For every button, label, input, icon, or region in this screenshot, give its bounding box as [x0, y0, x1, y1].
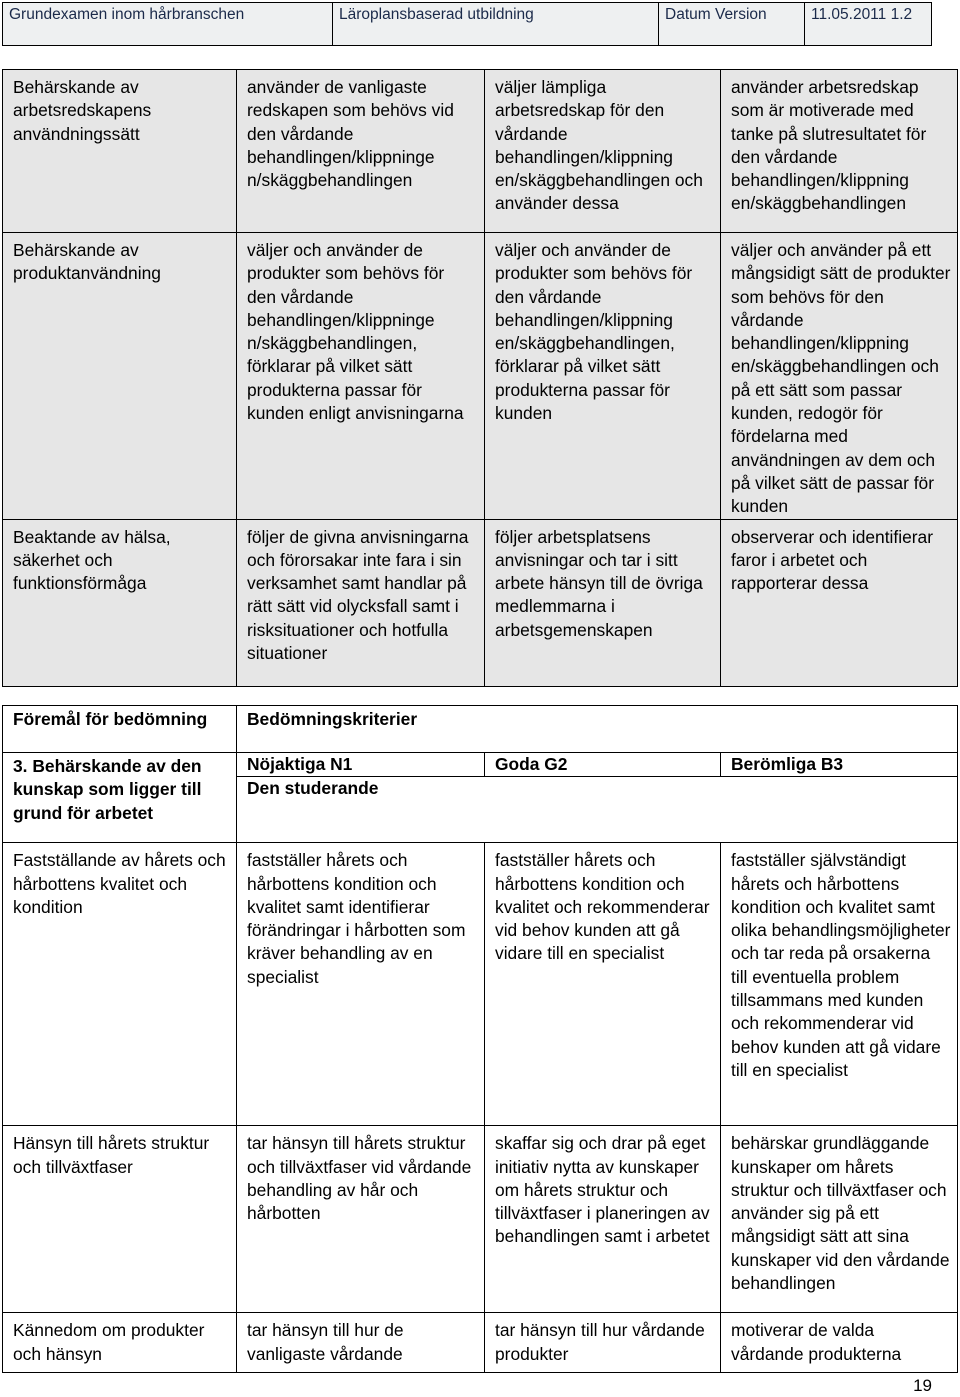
table-row [3, 519, 958, 686]
g2-cell: tar hänsyn till hur vårdande produkter [485, 1313, 721, 1373]
table-row [3, 233, 958, 520]
criteria-label: Bedömningskriterier [237, 706, 958, 753]
b3-cell: behärskar grundläggande kunskaper om hårets struktur och tillväxtfaser och använder sig på ett mångsidigt sätt att sina kunskaper vid den vårdande behandlingen [721, 1126, 958, 1313]
n1-cell: följer de givna anvisningarna och förorsakar inte fara i sin verksamhet samt handlar på rätt sätt vid olycksfall samt i risksituationer och hotfulla situationer [237, 519, 485, 686]
n1-cell: väljer och använder de produkter som behövs för den vårdande behandlingen/klippninge n/skäggbehandlingen, förklarar på vilket sätt produkterna passar för kunden enligt anvisningarna [237, 233, 485, 520]
object-label: Föremål för bedömning [3, 706, 237, 753]
b3-cell: observerar och identifierar faror i arbetet och rapporterar dessa [721, 519, 958, 686]
header-cell-date-label: Datum Version [659, 3, 805, 45]
criterion-cell: Hänsyn till hårets struktur och tillväxtfaser [3, 1126, 237, 1313]
b3-cell: fastställer självständigt hårets och hårbottens kondition och kvalitet samt olika behandlingsmöjligheter och tar reda på orsakerna till eventuella problem tillsammans med kunden och rekommenderar vid behov kunden att gå vidare till en specialist [721, 843, 958, 1126]
criterion-cell: Behärskande av produktanvändning [3, 233, 237, 520]
g2-cell: väljer lämpliga arbetsredskap för den vårdande behandlingen/klippning en/skäggbehandlingen och använder dessa [485, 70, 721, 233]
g2-cell: följer arbetsplatsens anvisningar och tar i sitt arbete hänsyn till de övriga medlemmarna i arbetsgemenskapen [485, 519, 721, 686]
b3-cell: använder arbetsredskap som är motiverade med tanke på slutresultatet för den vårdande behandlingen/klippning en/skäggbehandlingen [721, 70, 958, 233]
header-cell-subtitle: Läroplansbaserad utbildning [333, 3, 659, 45]
n1-cell: tar hänsyn till hur de vanligaste vårdande [237, 1313, 485, 1373]
document-header [2, 2, 932, 46]
page-number: 19 [913, 1376, 932, 1395]
levels-row [3, 753, 958, 777]
table-row [3, 1313, 958, 1373]
criterion-cell: Beaktande av hälsa, säkerhet och funktionsförmåga [3, 519, 237, 686]
header-cell-title: Grundexamen inom hårbranschen [3, 3, 333, 45]
section-title: 3. Behärskande av den kunskap som ligger till grund för arbetet [3, 753, 237, 843]
criteria-table-lower [2, 705, 958, 1373]
header-cell-date-value: 11.05.2011 1.2 [811, 6, 913, 23]
criterion-cell: Kännedom om produkter och hänsyn [3, 1313, 237, 1373]
level-n1: Nöjaktiga N1 [237, 753, 485, 777]
level-b3: Berömliga B3 [721, 753, 958, 777]
criterion-cell: Behärskande av arbetsredskapens användningssätt [3, 70, 237, 233]
table-row [3, 843, 958, 1126]
n1-cell: tar hänsyn till hårets struktur och tillväxtfaser vid vårdande behandling av hår och hårbotten [237, 1126, 485, 1313]
g2-cell: väljer och använder de produkter som behövs för den vårdande behandlingen/klippning en/skäggbehandlingen, förklarar på vilket sätt produkterna passar för kunden [485, 233, 721, 520]
criteria-table-upper [2, 69, 958, 687]
table-row [3, 1126, 958, 1313]
table-header-row [3, 706, 958, 753]
b3-cell: väljer och använder på ett mångsidigt sätt de produkter som behövs för den vårdande behandlingen/klippning en/skäggbehandlingen och på ett sätt som passar kunden, redogör för fördelarna med användningen av dem och på vilket sätt de passar för kunden [721, 233, 958, 520]
b3-cell: motiverar de valda vårdande produkterna [721, 1313, 958, 1373]
n1-cell: använder de vanligaste redskapen som behövs vid den vårdande behandlingen/klippninge n/skäggbehandlingen [237, 70, 485, 233]
criterion-cell: Fastställande av hårets och hårbottens kvalitet och kondition [3, 843, 237, 1126]
g2-cell: fastställer hårets och hårbottens kondition och kvalitet och rekommenderar vid behov kunden att gå vidare till en specialist [485, 843, 721, 1126]
level-g2: Goda G2 [485, 753, 721, 777]
n1-cell: fastställer hårets och hårbottens kondition och kvalitet samt identifierar förändringar i hårbotten som kräver behandling av en specialist [237, 843, 485, 1126]
student-label: Den studerande [237, 777, 958, 843]
table-row [3, 70, 958, 233]
g2-cell: skaffar sig och drar på eget initiativ nytta av kunskaper om hårets struktur och tillväxtfaser i planeringen av behandlingen samt i arbetet [485, 1126, 721, 1313]
